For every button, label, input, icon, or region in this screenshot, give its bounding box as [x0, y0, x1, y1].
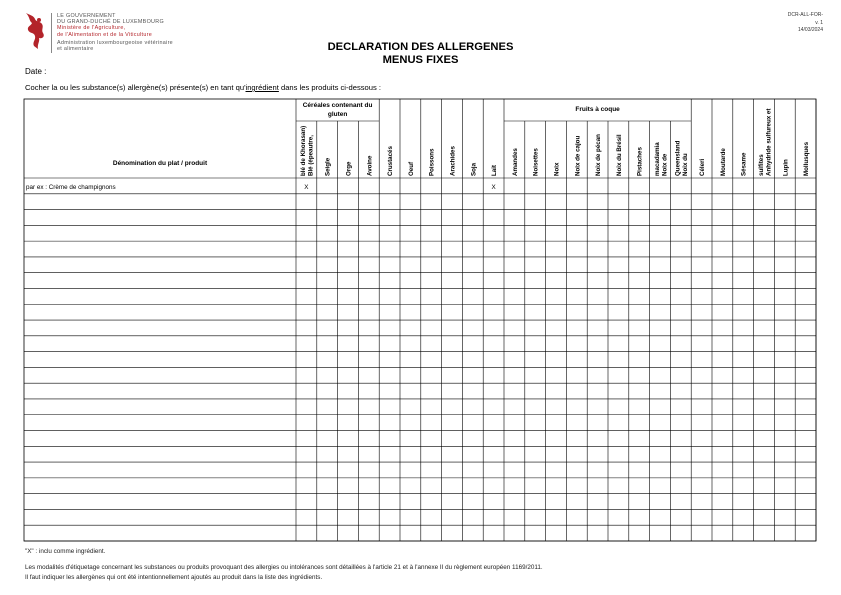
column-header-label: Lupin	[782, 159, 790, 176]
org-line: LE GOUVERNEMENT	[57, 13, 116, 19]
doc-code: DCR-ALL-FOR-	[787, 12, 823, 18]
ministry-line: de l'Alimentation et de la Viticulture	[57, 31, 153, 38]
column-header-label: Poissons	[428, 148, 436, 176]
name-column-header: Dénomination du plat / produit	[112, 160, 208, 167]
footer-line-2: Il faut indiquer les allergènes qui ont été intentionnellement ajoutés au produit dans la liste des ingrédients.	[25, 574, 323, 581]
footer-line-1: Les modalités d'étiquetage concernant les substances ou produits provoquant des allergies ou intolérances sont détaillées à l'article 21 et à l'annexe II du règlement européen 1169/2011.	[25, 564, 543, 571]
column-header-label: Noix de pécan	[595, 134, 603, 176]
example-row-mark: X	[304, 184, 309, 192]
instruction-after: dans les produits ci-dessous :	[278, 83, 382, 92]
column-header-label: Soja	[470, 162, 478, 176]
date-label: Date :	[25, 67, 47, 76]
example-row-mark: X	[491, 184, 496, 192]
org-line: DU GRAND-DUCHÉ DE LUXEMBOURG	[57, 19, 164, 26]
column-header-label: Amandes	[511, 148, 519, 176]
column-header-label: Noix	[553, 162, 561, 176]
column-header-label: Arachides	[449, 146, 457, 176]
doc-date: 14/03/2024	[797, 27, 823, 33]
column-header-label: Pistaches	[636, 147, 644, 176]
column-header-label: Noix du	[682, 153, 690, 176]
admin-line: Administration luxembourgeoise vétérinaire	[57, 39, 173, 46]
column-header-label: Seigle	[324, 157, 332, 176]
instruction-underlined: ingrédient	[245, 83, 279, 92]
column-header-label: blé de Khorasan)	[300, 125, 308, 176]
column-header-label: Moutarde	[719, 148, 727, 176]
column-header-label: Noix du Brésil	[615, 134, 623, 176]
column-header-label: Noix de	[661, 153, 669, 176]
column-header-label: Céleri	[699, 158, 707, 176]
column-header-label: Queensland	[674, 140, 682, 176]
ministry-line: Ministère de l'Agriculture,	[57, 25, 126, 32]
admin-line: et alimentaire	[57, 46, 94, 53]
doc-version: v. 1	[815, 19, 823, 26]
column-header-label: Oeuf	[407, 161, 415, 176]
column-header-label: Lait	[491, 164, 499, 176]
column-header-label: Sésame	[740, 152, 748, 176]
instruction-before: Cocher la ou les substance(s) allergène(s) présente(s) en tant qu'	[25, 83, 246, 92]
column-header-label: Anhydride sulfureux et	[765, 108, 773, 176]
column-header-label: macadamia	[653, 142, 661, 176]
column-header-label: Noisettes	[532, 148, 540, 176]
group-label-cereals: gluten	[327, 111, 348, 118]
title-line-1: DECLARATION DES ALLERGENES	[327, 41, 514, 53]
column-header-label: Mollusques	[803, 141, 811, 176]
example-row-name: par ex : Crème de champignons	[26, 184, 116, 192]
group-label-cereals: Céréales contenant du	[302, 102, 373, 109]
column-header-label: Avoine	[366, 155, 374, 176]
column-header-label: Orge	[345, 161, 353, 176]
column-header-label: Noix de cajou	[574, 135, 582, 176]
group-label-nuts: Fruits à coque	[575, 106, 620, 113]
title-line-2: MENUS FIXES	[382, 53, 459, 66]
column-header-label: Blé (épeautre,	[307, 135, 315, 176]
column-header-label: Crustacés	[387, 146, 395, 176]
footer-note: "X" : inclu comme ingrédient.	[25, 548, 106, 555]
column-header-label: sulfites	[757, 154, 765, 176]
